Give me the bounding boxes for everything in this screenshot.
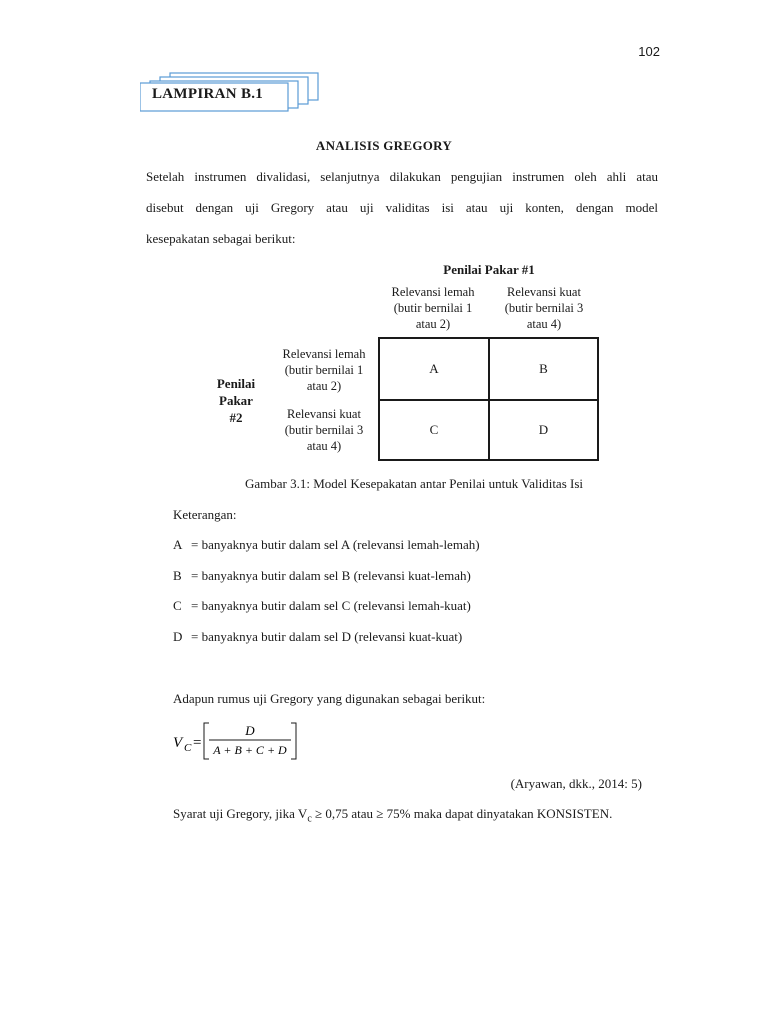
legend-key-c: C	[173, 598, 182, 613]
column-label-weak-line3: atau 2)	[415, 317, 451, 331]
row-label-strong-line3: atau 4)	[306, 439, 342, 453]
formula-equals: =	[193, 735, 202, 751]
table-top-header: Penilai Pakar #1	[443, 262, 535, 277]
legend-item-b	[173, 568, 471, 584]
conclusion-post: ≥ 0,75 atau ≥ 75% maka dapat dinyatakan KONSISTEN.	[311, 806, 613, 821]
intro-line-2: disebut dengan uji Gregory atau uji validitas isi atau uji konten, dengan model	[146, 200, 658, 215]
legend-text-b: = banyaknya butir dalam sel B (relevansi kuat-lemah)	[191, 568, 471, 583]
row-label-weak	[268, 346, 380, 394]
conclusion-text	[173, 806, 612, 825]
column-label-strong-line2: (butir bernilai 3	[504, 301, 584, 315]
conclusion-sub: c	[307, 813, 312, 825]
keterangan-label: Keterangan:	[173, 507, 237, 522]
formula-lhs: V	[173, 735, 183, 751]
column-label-weak	[378, 284, 488, 332]
formula-numerator: D	[245, 723, 255, 738]
legend-key-a: A	[173, 537, 183, 552]
legend-text-c: = banyaknya butir dalam sel C (relevansi lemah-kuat)	[191, 598, 471, 613]
intro-line-1: Setelah instrumen divalidasi, selanjutnya dilakukan pengujian instrumen oleh ahli atau	[146, 169, 658, 184]
page-heading: ANALISIS GREGORY	[315, 138, 453, 153]
legend-item-d	[173, 629, 462, 645]
row-label-weak-line2: (butir bernilai 1	[284, 363, 364, 377]
row-label-weak-line3: atau 2)	[306, 379, 342, 393]
formula-graphic	[173, 720, 313, 764]
column-label-weak-line1: Relevansi lemah	[391, 285, 475, 299]
figure-caption: Gambar 3.1: Model Kesepakatan antar Penilai untuk Validitas Isi	[244, 476, 584, 491]
legend-text-d: = banyaknya butir dalam sel D (relevansi kuat-kuat)	[191, 629, 463, 644]
lampiran-label-box	[140, 70, 330, 120]
legend-key-d: D	[173, 629, 183, 644]
lampiran-text: LAMPIRAN B.1	[152, 86, 264, 102]
column-label-strong-line1: Relevansi kuat	[507, 285, 581, 299]
formula-denominator: A + B + C + D	[213, 743, 287, 757]
side-header-line2: Pakar	[219, 393, 253, 408]
cell-c: C	[378, 399, 490, 461]
gregory-formula	[173, 720, 313, 764]
column-label-strong-line3: atau 4)	[526, 317, 562, 331]
table-side-header	[206, 375, 266, 426]
citation: (Aryawan, dkk., 2014: 5)	[510, 776, 642, 791]
side-header-line3: #2	[229, 410, 243, 425]
intro-line-3: kesepakatan sebagai berikut:	[146, 231, 296, 246]
row-label-strong-line1: Relevansi kuat	[287, 407, 361, 421]
cell-b: B	[488, 337, 599, 401]
row-label-strong-line2: (butir bernilai 3	[284, 423, 364, 437]
column-label-strong	[489, 284, 599, 332]
column-label-weak-line2: (butir bernilai 1	[393, 301, 473, 315]
conclusion-pre: Syarat uji Gregory, jika V	[173, 806, 308, 821]
legend-item-c	[173, 598, 471, 614]
legend-text-a: = banyaknya butir dalam sel A (relevansi lemah-lemah)	[191, 537, 480, 552]
legend-key-b: B	[173, 568, 182, 583]
row-label-strong	[268, 406, 380, 454]
legend-item-a	[173, 537, 480, 553]
cell-a: A	[378, 337, 490, 401]
row-label-weak-line1: Relevansi lemah	[282, 347, 366, 361]
cell-d: D	[488, 399, 599, 461]
page-number: 102	[638, 44, 660, 59]
intro-paragraph	[146, 161, 658, 254]
formula-lhs-sub: C	[184, 742, 192, 754]
side-header-line1: Penilai	[216, 376, 256, 391]
formula-intro: Adapun rumus uji Gregory yang digunakan sebagai berikut:	[173, 691, 486, 706]
